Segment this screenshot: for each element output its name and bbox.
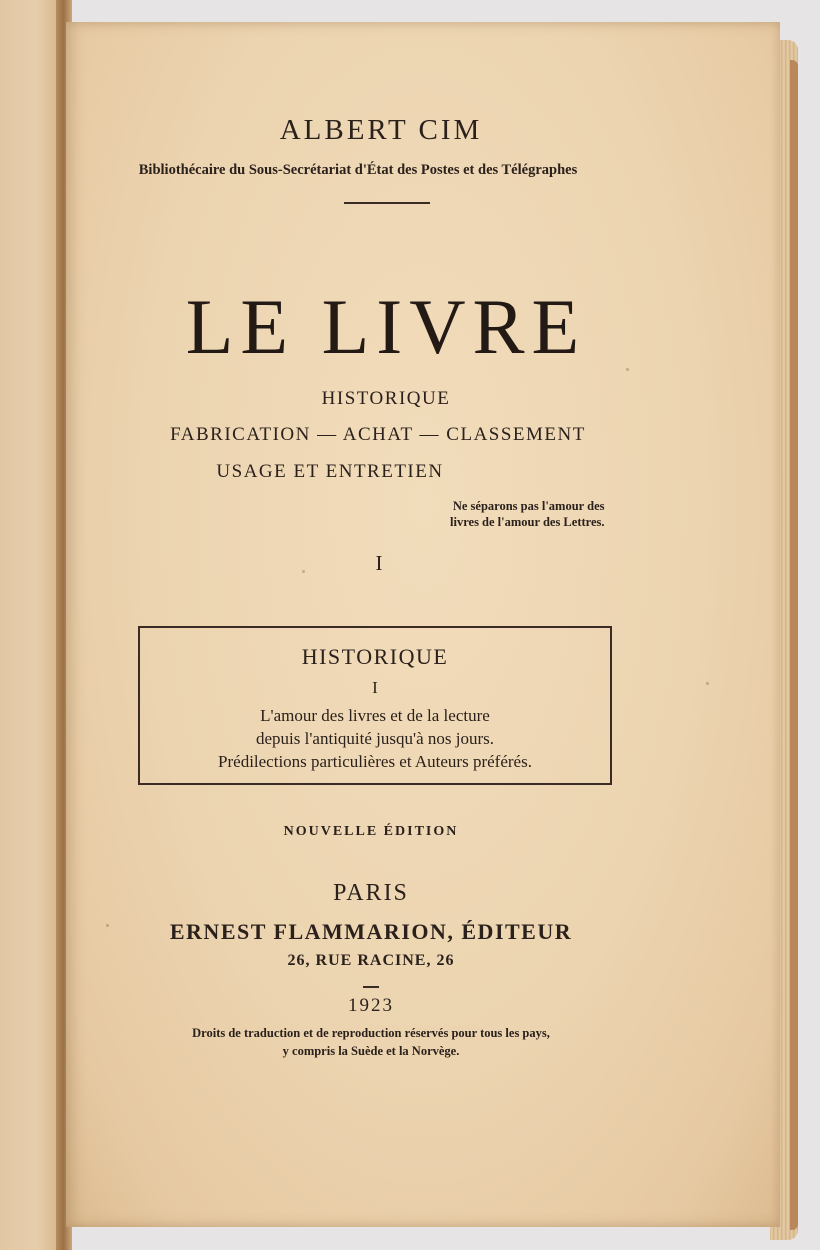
- box-line-2: depuis l'antiquité jusqu'à nos jours.: [256, 729, 494, 748]
- epigraph: [450, 498, 605, 530]
- title-page: [66, 22, 780, 1227]
- subtitle-line-2: FABRICATION — ACHAT — CLASSEMENT: [170, 424, 586, 445]
- rights-line-1: Droits de traduction et de reproduction réservés pour tous les pays,: [192, 1026, 550, 1040]
- cover-edge: [790, 60, 798, 1230]
- epigraph-line-2: livres de l'amour des Lettres.: [450, 515, 605, 529]
- box-line-3: Prédilections particulières et Auteurs préférés.: [218, 752, 532, 771]
- short-rule: [363, 986, 379, 988]
- author-name: ALBERT CIM: [279, 114, 483, 146]
- volume-number: I: [375, 551, 383, 575]
- book-title: LE LIVRE: [185, 283, 587, 370]
- subtitle-line-1: HISTORIQUE: [321, 388, 451, 409]
- box-title: HISTORIQUE: [301, 644, 449, 669]
- facing-page-edge: [0, 0, 62, 1250]
- ornamental-rule: [344, 202, 430, 204]
- author-affiliation: Bibliothécaire du Sous-Secrétariat d'État des Postes et des Télégraphes: [138, 162, 578, 178]
- paper-speck: [706, 682, 709, 685]
- publisher-name: ERNEST FLAMMARION, ÉDITEUR: [169, 919, 573, 944]
- publication-city: PARIS: [333, 880, 409, 906]
- subtitle-line-3: USAGE ET ENTRETIEN: [216, 461, 444, 482]
- publication-year: 1923: [348, 995, 394, 1016]
- box-number: I: [372, 678, 378, 697]
- rights-line-2: y compris la Suède et la Norvège.: [282, 1044, 460, 1058]
- publisher-address: 26, RUE RACINE, 26: [287, 952, 455, 969]
- volume-contents-box: [138, 626, 612, 785]
- box-line-1: L'amour des livres et de la lecture: [260, 706, 490, 725]
- epigraph-line-1: Ne séparons pas l'amour des: [452, 499, 605, 513]
- edition-label: NOUVELLE ÉDITION: [283, 824, 459, 839]
